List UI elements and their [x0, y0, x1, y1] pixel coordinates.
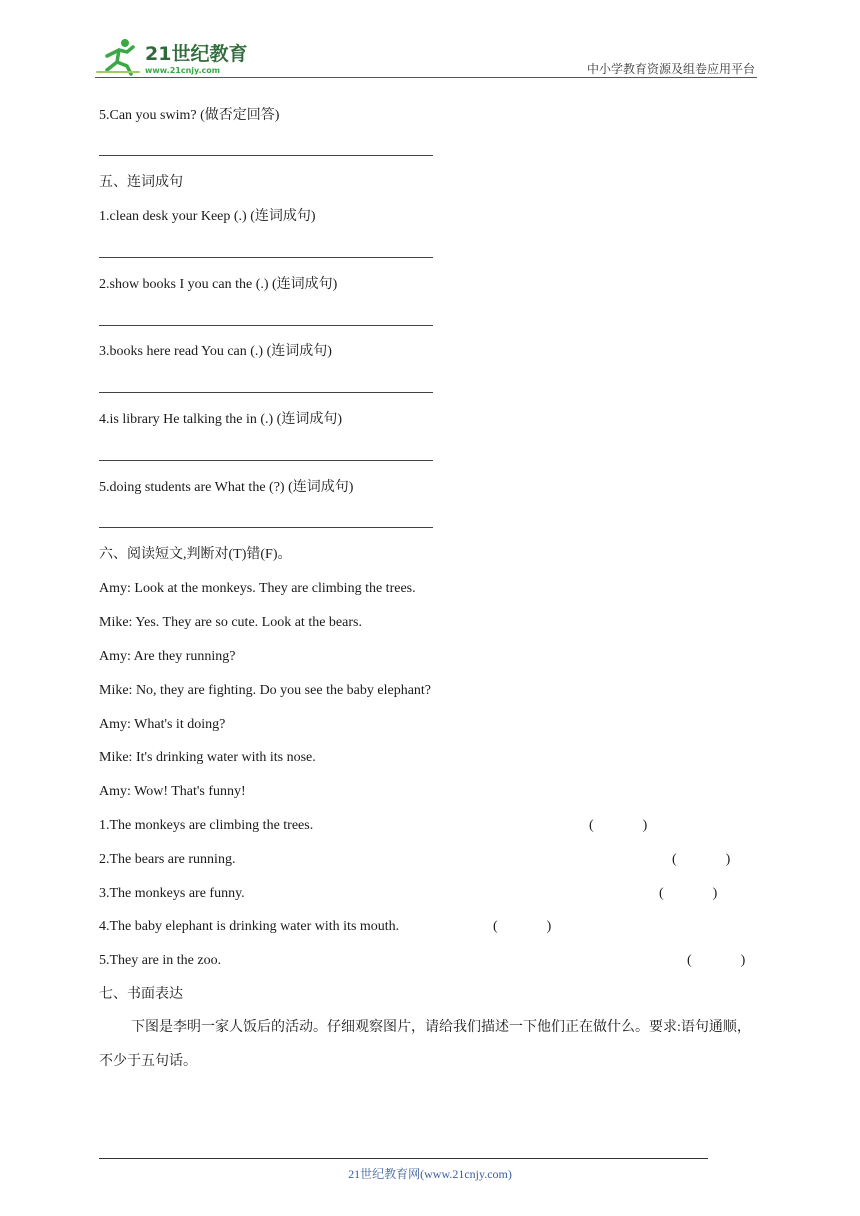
- answer-line[interactable]: [99, 392, 433, 393]
- answer-blank[interactable]: ( ): [589, 818, 648, 833]
- svg-text:www.21cnjy.com: www.21cnjy.com: [145, 66, 221, 75]
- q4-item-5: 5.Can you swim? (做否定回答): [99, 108, 280, 123]
- section-7-title: 七、书面表达: [99, 987, 183, 1002]
- dialogue-line: Amy: Are they running?: [99, 649, 236, 664]
- dialogue-line: Amy: What's it doing?: [99, 717, 226, 732]
- s5-item-3: 3.books here read You can (.) (连词成句): [99, 344, 332, 359]
- dialogue-line: Mike: Yes. They are so cute. Look at the bears.: [99, 615, 362, 630]
- answer-line[interactable]: [99, 257, 433, 258]
- answer-blank[interactable]: ( ): [672, 852, 731, 867]
- tf-question-4: 4.The baby elephant is drinking water with its mouth.: [99, 919, 400, 934]
- dialogue-line: Amy: Wow! That's funny!: [99, 784, 246, 799]
- header-divider: [95, 77, 757, 78]
- site-logo: [95, 36, 265, 76]
- tf-question-2: 2.The bears are running.: [99, 852, 236, 867]
- header-platform-text: 中小学教育资源及组卷应用平台: [586, 62, 755, 76]
- answer-line[interactable]: [99, 460, 433, 461]
- footer-divider: [99, 1158, 708, 1159]
- section-6-title: 六、阅读短文,判断对(T)错(F)。: [99, 547, 292, 562]
- s5-item-4: 4.is library He talking the in (.) (连词成句): [99, 412, 343, 427]
- answer-blank[interactable]: ( ): [687, 953, 746, 968]
- answer-blank[interactable]: ( ): [659, 886, 718, 901]
- tf-question-5: 5.They are in the zoo.: [99, 953, 222, 968]
- runner-icon: [97, 39, 139, 74]
- answer-line[interactable]: [99, 527, 433, 528]
- page-header: [95, 30, 757, 78]
- tf-question-3: 3.The monkeys are funny.: [99, 886, 245, 901]
- s5-item-2: 2.show books I you can the (.) (连词成句): [99, 277, 338, 292]
- writing-prompt: 下图是李明一家人饭后的活动。仔细观察图片，请给我们描述一下他们正在做什么。要求:语句通顺，不少于五句话。: [99, 1020, 751, 1069]
- dialogue-line: Mike: It's drinking water with its nose.: [99, 750, 316, 765]
- tf-question-1: 1.The monkeys are climbing the trees.: [99, 818, 314, 833]
- svg-text:21世纪教育: 21世纪教育: [145, 43, 248, 65]
- section-5-title: 五、连词成句: [99, 175, 183, 190]
- footer-link[interactable]: 21世纪教育网(www.21cnjy.com): [348, 1167, 512, 1181]
- dialogue-line: Mike: No, they are fighting. Do you see the baby elephant?: [99, 683, 432, 698]
- s5-item-5: 5.doing students are What the (?) (连词成句): [99, 480, 354, 495]
- answer-line[interactable]: [99, 155, 433, 156]
- s5-item-1: 1.clean desk your Keep (.) (连词成句): [99, 209, 316, 224]
- answer-line[interactable]: [99, 325, 433, 326]
- dialogue-line: Amy: Look at the monkeys. They are climbing the trees.: [99, 581, 416, 596]
- answer-blank[interactable]: ( ): [493, 919, 552, 934]
